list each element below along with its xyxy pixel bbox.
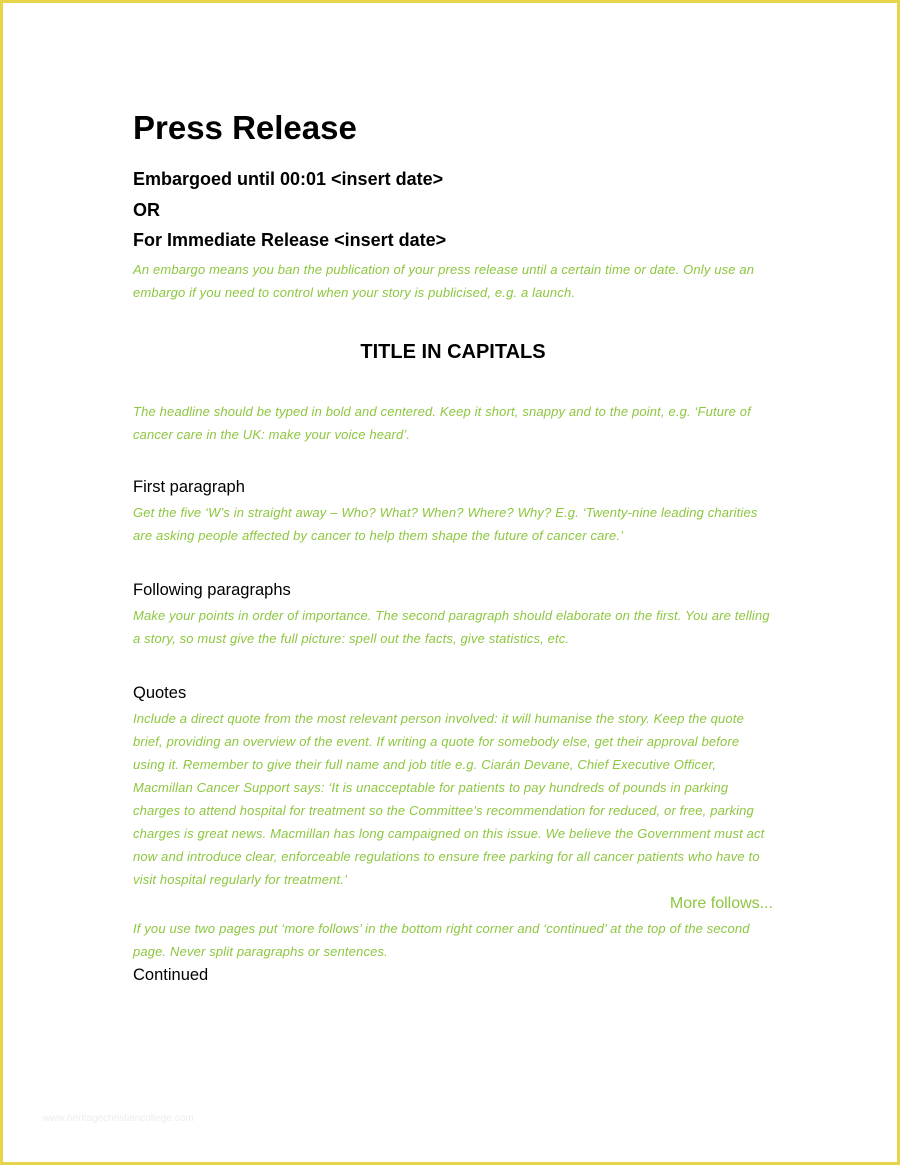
section-heading-first-paragraph: First paragraph xyxy=(133,477,245,496)
or-line: OR xyxy=(133,199,160,220)
document-title: Press Release xyxy=(133,109,357,146)
section-note-quotes: Include a direct quote from the most relevant person involved: it will humanise the story. Keep the quote brief, providing an overview of the event. If writing a quote for somebody else, get their approval before using it. Remember to give their full name and job title e.g. Ciarán Devane, Chief Executive Officer, Macmillan Cancer Support says: ‘It is unacceptable for patients to pay hundreds of pounds in parking charges to attend hospital for treatment so the Committee’s recommendation for reduced, or free, parking charges is great news. Macmillan has long campaigned on this issue. We believe the Government must act now and introduce clear, enforceable regulations to ensure free parking for all cancer patients who have to visit hospital regularly for treatment.’ xyxy=(133,710,765,887)
embargo-line: Embargoed until 00:01 <insert date> xyxy=(133,169,444,189)
continued-label: Continued xyxy=(133,965,209,984)
document-content xyxy=(133,109,773,987)
section-heading-quotes: Quotes xyxy=(133,683,187,702)
immediate-release-line: For Immediate Release <insert date> xyxy=(133,230,447,250)
section-note-following-paragraphs: Make your points in order of importance. The second paragraph should elaborate on the first. You are telling a story, so must give the full picture: spell out the facts, give statistics, etc. xyxy=(133,607,770,646)
pages-note: If you use two pages put ‘more follows’ in the bottom right corner and ‘continued’ at the top of the second page. Never split paragraphs or sentences. xyxy=(133,920,750,959)
section-heading-following-paragraphs: Following paragraphs xyxy=(133,580,291,599)
watermark-text: www.heritagechristiancollege.com xyxy=(43,1113,194,1124)
headline-placeholder: TITLE IN CAPITALS xyxy=(360,340,546,363)
embargo-note: An embargo means you ban the publication of your press release until a certain time or date. Only use an embargo if you need to control when your story is publicised, e.g. a launch. xyxy=(133,261,755,300)
more-follows-label: More follows... xyxy=(669,894,773,912)
headline-note: The headline should be typed in bold and centered. Keep it short, snappy and to the point, e.g. ‘Future of cancer care in the UK: make your voice heard’. xyxy=(133,403,751,442)
section-note-first-paragraph: Get the five ‘W’s in straight away – Who? What? When? Where? Why? E.g. ‘Twenty-nine leading charities are asking people affected by cancer to help them shape the future of cancer care.’ xyxy=(133,504,758,543)
